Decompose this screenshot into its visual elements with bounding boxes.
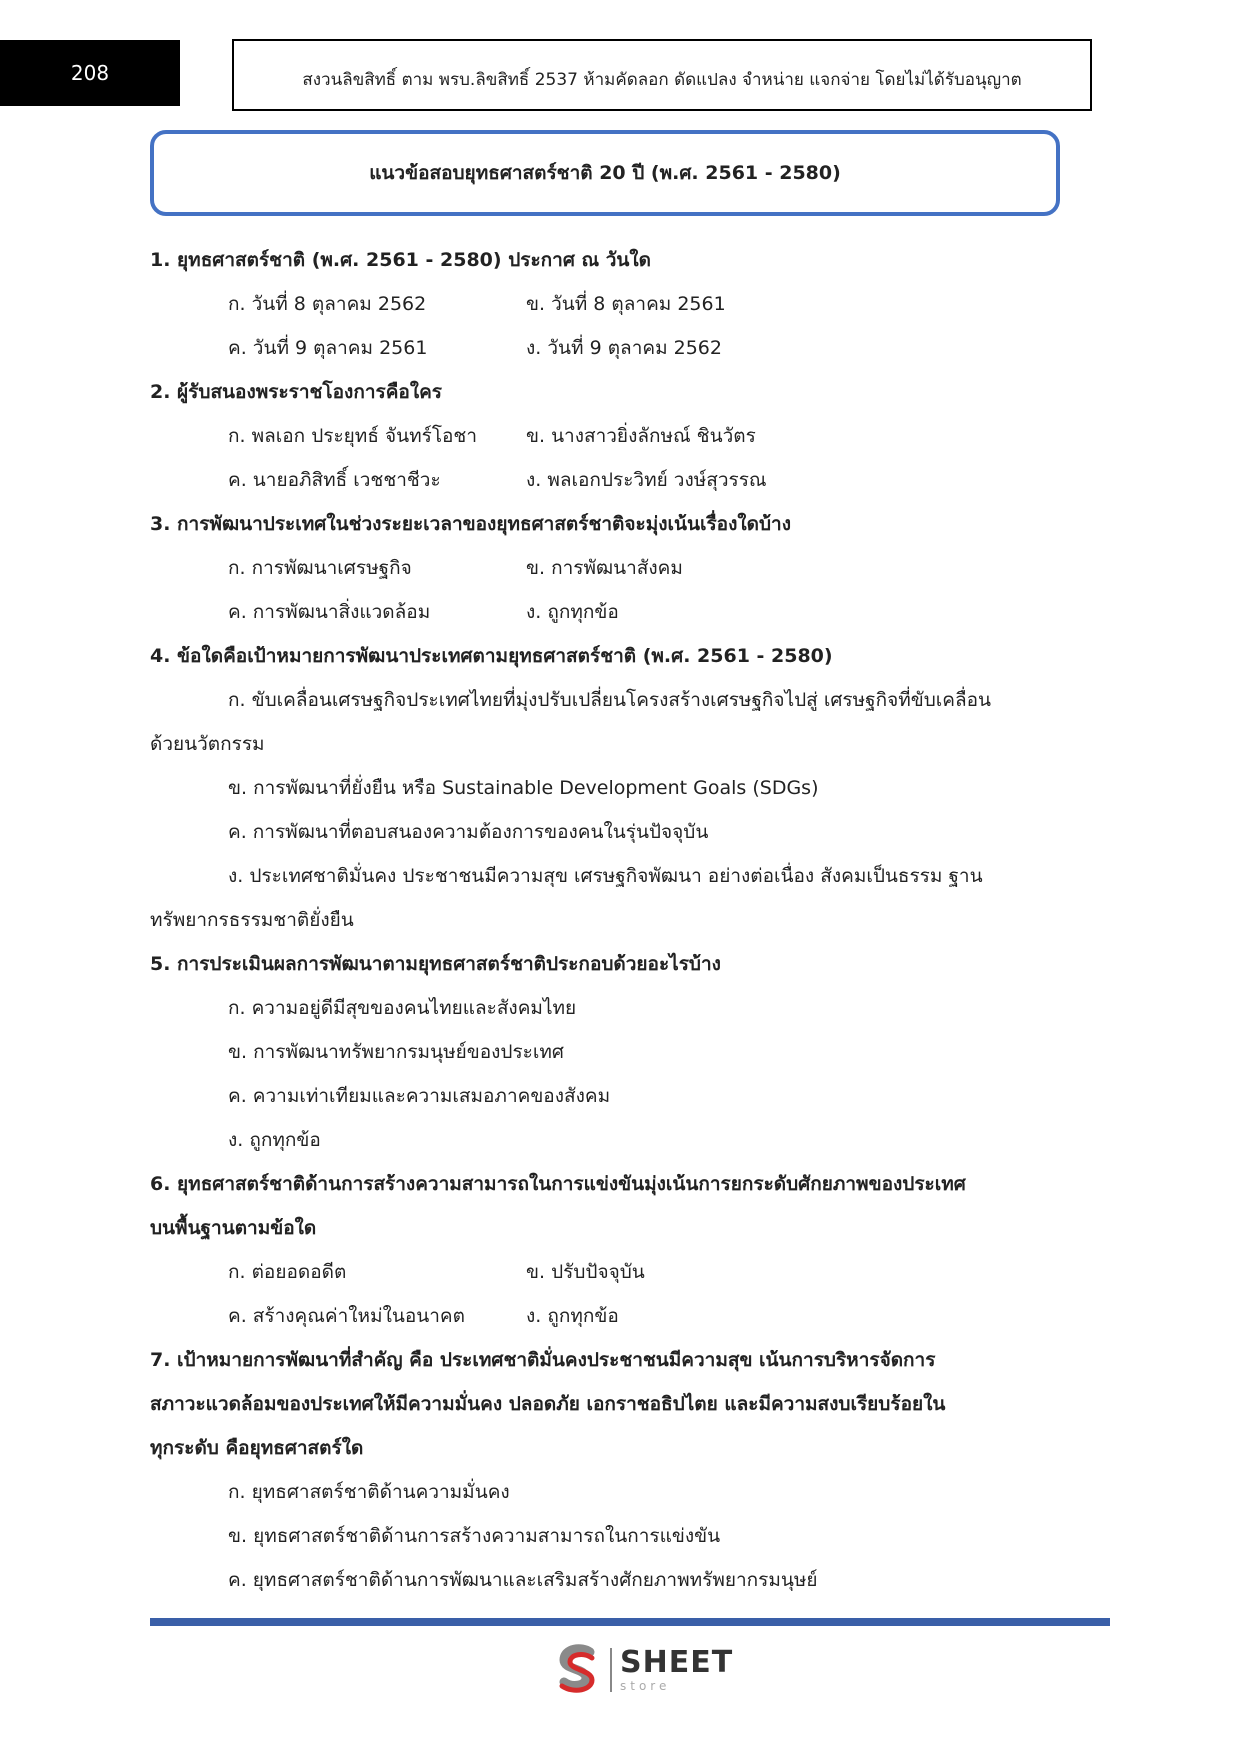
option: ข. วันที่ 8 ตุลาคม 2561 (526, 293, 726, 315)
option: ค. วันที่ 9 ตุลาคม 2561 (228, 337, 428, 359)
logo-divider (610, 1648, 612, 1692)
option: ข. การพัฒนาทรัพยากรมนุษย์ของประเทศ (228, 1041, 564, 1063)
question-7: 7. เป้าหมายการพัฒนาที่สำคัญ คือ ประเทศชาติมั่นคงประชาชนมีความสุข เน้นการบริหารจัดการ (150, 1349, 936, 1371)
section-title-box (150, 130, 1060, 216)
option: ค. สร้างคุณค่าใหม่ในอนาคต (228, 1305, 465, 1327)
option: ค. การพัฒนาสิ่งแวดล้อม (228, 601, 431, 623)
question-7-continuation: ทุกระดับ คือยุทธศาสตร์ใด (150, 1437, 364, 1459)
option: ง. พลเอกประวิทย์ วงษ์สุวรรณ (526, 469, 767, 491)
logo-sub-text: store (620, 1679, 671, 1693)
question-6: 6. ยุทธศาสตร์ชาติด้านการสร้างความสามารถในการแข่งขันมุ่งเน้นการยกระดับศักยภาพของประเทศ (150, 1173, 966, 1195)
option-row (150, 458, 1060, 502)
option-row (150, 1294, 1060, 1338)
option-continuation: ด้วยนวัตกรรม (150, 733, 265, 755)
option-row (150, 326, 1060, 370)
copyright-text: สงวนลิขสิทธิ์ ตาม พรบ.ลิขสิทธิ์ 2537 ห้ามคัดลอก ดัดแปลง จำหน่าย แจกจ่าย โดยไม่ได้รับอนุญาต (302, 69, 1022, 90)
logo-main-text: SHEET (620, 1645, 734, 1680)
option: ง. วันที่ 9 ตุลาคม 2562 (526, 337, 722, 359)
copyright-notice (232, 39, 1092, 111)
option: ข. การพัฒนาที่ยั่งยืน หรือ Sustainable Development Goals (SDGs) (228, 777, 819, 799)
sheet-store-logo-icon (552, 1644, 602, 1696)
page-number: 208 (70, 61, 110, 85)
sheet-store-logo (552, 1642, 733, 1698)
option: ข. นางสาวยิ่งลักษณ์ ชินวัตร (526, 425, 756, 447)
question-4: 4. ข้อใดคือเป้าหมายการพัฒนาประเทศตามยุทธศาสตร์ชาติ (พ.ศ. 2561 - 2580) (150, 645, 833, 667)
option: ก. ขับเคลื่อนเศรษฐกิจประเทศไทยที่มุ่งปรับเปลี่ยนโครงสร้างเศรษฐกิจไปสู่ เศรษฐกิจที่ขับเคลื่อน (228, 689, 992, 711)
footer-rule (150, 1618, 1110, 1626)
option: ค. ยุทธศาสตร์ชาติด้านการพัฒนาและเสริมสร้างศักยภาพทรัพยากรมนุษย์ (228, 1569, 818, 1591)
option: ค. การพัฒนาที่ตอบสนองความต้องการของคนในรุ่นปัจจุบัน (228, 821, 709, 843)
option-row (150, 590, 1060, 634)
question-5: 5. การประเมินผลการพัฒนาตามยุทธศาสตร์ชาติประกอบด้วยอะไรบ้าง (150, 953, 721, 975)
question-3: 3. การพัฒนาประเทศในช่วงระยะเวลาของยุทธศาสตร์ชาติจะมุ่งเน้นเรื่องใดบ้าง (150, 513, 791, 535)
option-row (150, 282, 1060, 326)
option: ก. ความอยู่ดีมีสุขของคนไทยและสังคมไทย (228, 997, 577, 1019)
option-row (150, 414, 1060, 458)
option-row (150, 1250, 1060, 1294)
question-7-continuation: สภาวะแวดล้อมของประเทศให้มีความมั่นคง ปลอดภัย เอกราชอธิปไตย และมีความสงบเรียบร้อยใน (150, 1393, 946, 1415)
option: ก. ยุทธศาสตร์ชาติด้านความมั่นคง (228, 1481, 510, 1503)
option: ก. วันที่ 8 ตุลาคม 2562 (228, 293, 427, 315)
option: ค. ความเท่าเทียมและความเสมอภาคของสังคม (228, 1085, 611, 1107)
option: ข. ปรับปัจจุบัน (526, 1261, 645, 1283)
option: ง. ถูกทุกข้อ (526, 1305, 619, 1327)
option-continuation: ทรัพยากรธรรมชาติยั่งยืน (150, 909, 354, 931)
option: ก. พลเอก ประยุทธ์ จันทร์โอชา (228, 425, 477, 447)
option: ข. ยุทธศาสตร์ชาติด้านการสร้างความสามารถในการแข่งขัน (228, 1525, 721, 1547)
option: ง. ถูกทุกข้อ (526, 601, 619, 623)
option: ก. การพัฒนาเศรษฐกิจ (228, 557, 412, 579)
question-2: 2. ผู้รับสนองพระราชโองการคือใคร (150, 381, 443, 403)
option: ค. นายอภิสิทธิ์ เวชชาชีวะ (228, 469, 441, 491)
question-1: 1. ยุทธศาสตร์ชาติ (พ.ศ. 2561 - 2580) ประกาศ ณ วันใด (150, 249, 652, 271)
question-6-continuation: บนพื้นฐานตามข้อใด (150, 1217, 317, 1239)
question-list (150, 238, 1060, 1602)
logo-wordmark (620, 1645, 734, 1693)
option: ข. การพัฒนาสังคม (526, 557, 683, 579)
section-title: แนวข้อสอบยุทธศาสตร์ชาติ 20 ปี (พ.ศ. 2561 - 2580) (369, 162, 841, 184)
option: ง. ประเทศชาติมั่นคง ประชาชนมีความสุข เศรษฐกิจพัฒนา อย่างต่อเนื่อง สังคมเป็นธรรม ฐาน (228, 865, 983, 887)
option: ง. ถูกทุกข้อ (228, 1129, 321, 1151)
option: ก. ต่อยอดอดีต (228, 1261, 347, 1283)
page-number-badge (0, 40, 180, 106)
option-row (150, 546, 1060, 590)
